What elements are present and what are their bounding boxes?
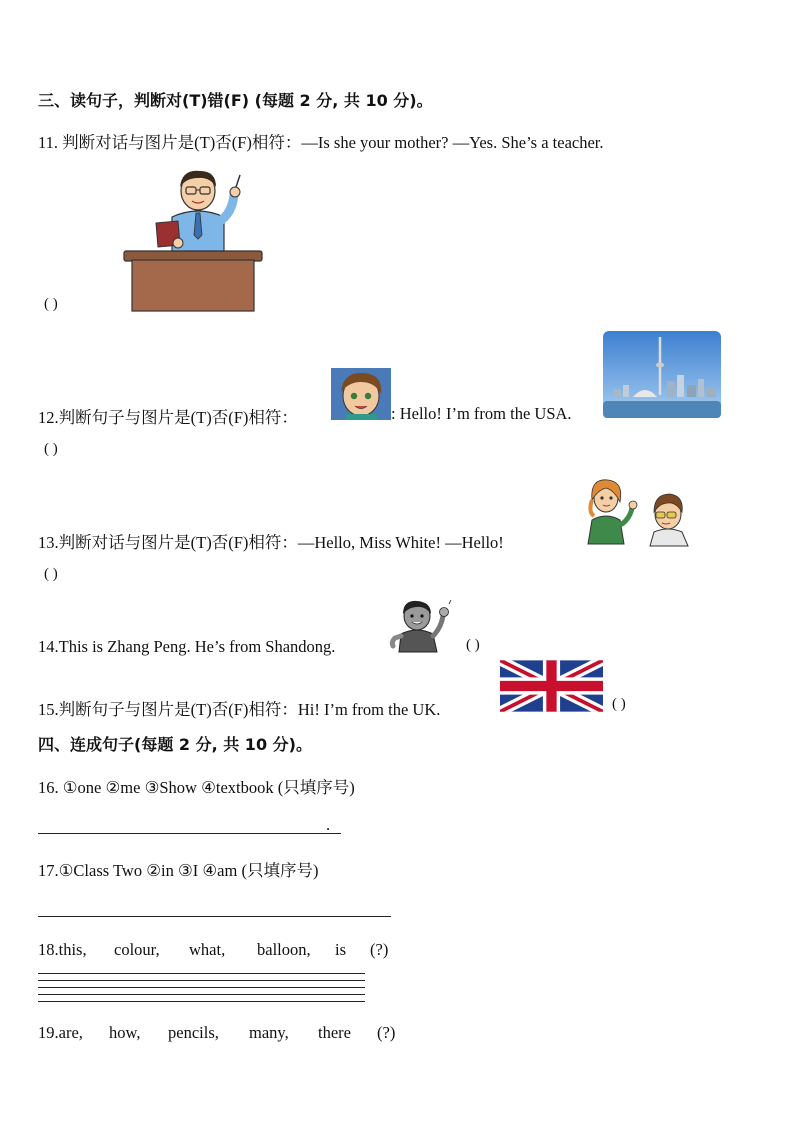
teacher-illustration bbox=[120, 165, 266, 313]
question-16-answer-line[interactable] bbox=[38, 833, 341, 834]
zhang-peng-image bbox=[389, 598, 453, 652]
question-18-word-1: 18.this, bbox=[38, 940, 87, 959]
question-18-word-3: what, bbox=[189, 940, 226, 959]
writing-line bbox=[38, 1001, 365, 1002]
question-19-word-4: many, bbox=[249, 1023, 289, 1042]
question-13-answer-bracket[interactable]: ( ) bbox=[44, 566, 58, 582]
question-18-word-4: balloon, bbox=[257, 940, 311, 959]
city-skyline-image bbox=[603, 331, 721, 418]
question-18-word-2: colour, bbox=[114, 940, 160, 959]
writing-line bbox=[38, 973, 365, 974]
question-16-end-mark: . bbox=[326, 815, 331, 834]
writing-line bbox=[38, 980, 365, 981]
question-19-word-5: there bbox=[318, 1023, 351, 1042]
union-jack-flag-image bbox=[500, 660, 603, 712]
question-14-answer-bracket[interactable]: ( ) bbox=[466, 637, 480, 653]
question-16-text: 16. ①one ②me ③Show ④textbook (只填序号) bbox=[38, 778, 355, 797]
question-12-answer-bracket[interactable]: ( ) bbox=[44, 441, 58, 457]
question-19-word-1: 19.are, bbox=[38, 1023, 83, 1042]
question-19-word-6: (?) bbox=[377, 1023, 396, 1042]
question-11-answer-bracket[interactable]: ( ) bbox=[44, 296, 58, 312]
question-15-answer-bracket[interactable]: ( ) bbox=[612, 696, 626, 712]
miss-white-and-boy-image bbox=[584, 476, 696, 546]
question-12-suffix: : Hello! I’m from the USA. bbox=[391, 404, 572, 423]
question-14-text: 14.This is Zhang Peng. He’s from Shandong. bbox=[38, 637, 336, 656]
question-11-text: 11. 判断对话与图片是(T)否(F)相符：—Is she your mother? —Yes. She’s a teacher. bbox=[38, 133, 604, 152]
question-15-text: 15.判断句子与图片是(T)否(F)相符：Hi! I’m from the UK. bbox=[38, 700, 441, 719]
section-4-title: 四、连成句子(每题 2 分, 共 10 分)。 bbox=[38, 735, 312, 754]
question-18-word-5: is bbox=[335, 940, 347, 959]
boy-avatar-image bbox=[331, 368, 391, 420]
question-18-word-6: (?) bbox=[370, 940, 389, 959]
question-17-text: 17.①Class Two ②in ③I ④am (只填序号) bbox=[38, 861, 319, 880]
question-19-word-2: how, bbox=[109, 1023, 141, 1042]
writing-line bbox=[38, 994, 365, 995]
question-12-prefix: 12.判断句子与图片是(T)否(F)相符： bbox=[38, 408, 298, 427]
section-3-title: 三、读句子，判断对(T)错(F) (每题 2 分, 共 10 分)。 bbox=[38, 91, 433, 110]
question-19-word-3: pencils, bbox=[168, 1023, 219, 1042]
writing-line bbox=[38, 987, 365, 988]
question-13-text: 13.判断对话与图片是(T)否(F)相符：—Hello, Miss White! —Hello! bbox=[38, 533, 504, 552]
question-17-answer-line[interactable] bbox=[38, 916, 391, 917]
